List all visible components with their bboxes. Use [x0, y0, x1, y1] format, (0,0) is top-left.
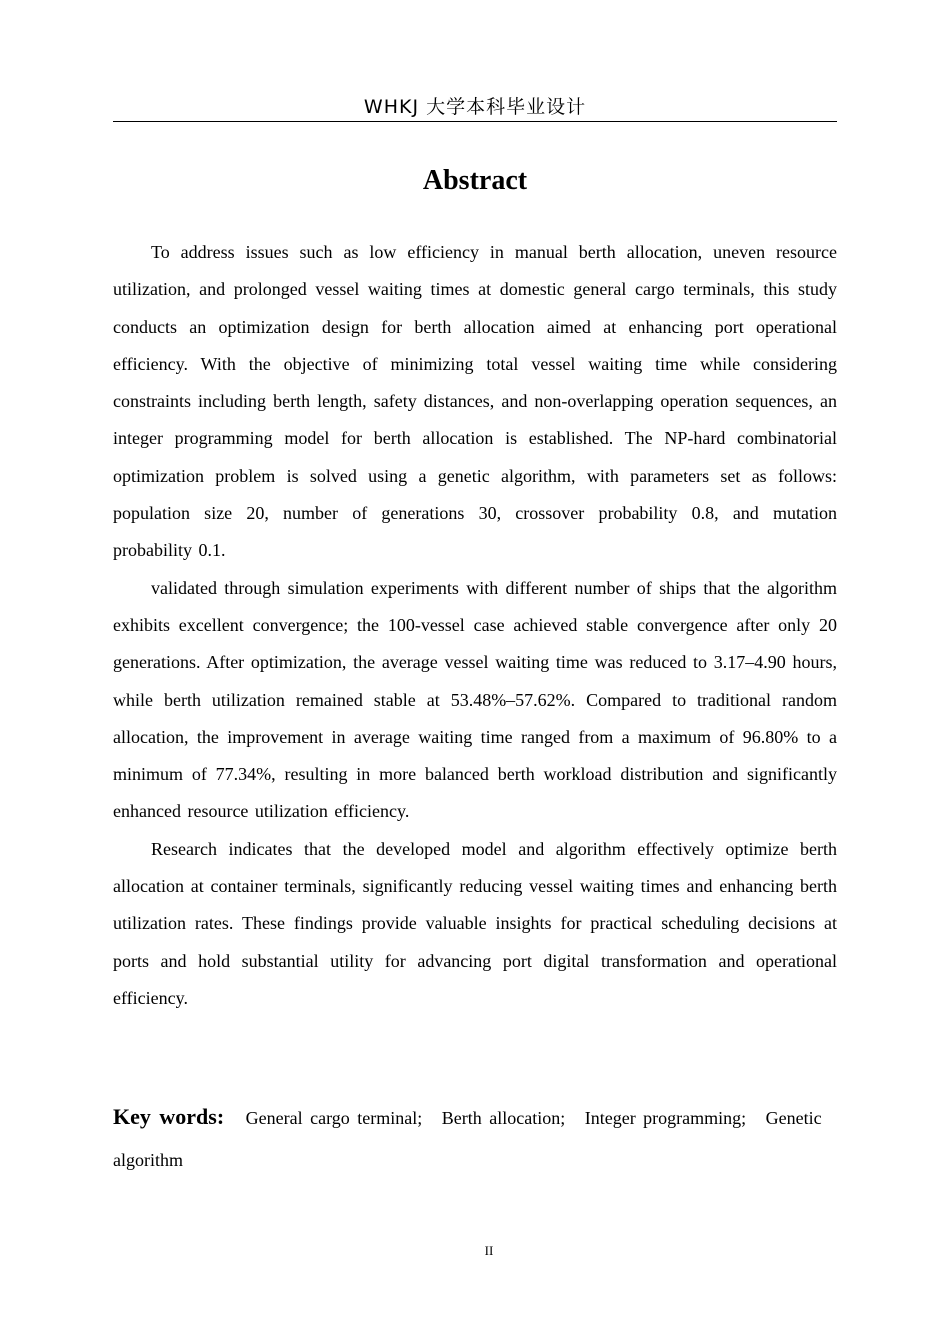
paragraph-conclusion: Research indicates that the developed model and algorithm effectively optimize berth allocation at container terminals, significantly reducing vessel waiting times and enhancing berth utilization rates. These findings provide valuable insights for practical scheduling decisions at ports and hold substantial utility for advancing port digital transformation and operational efficiency.: [113, 838, 837, 1008]
paragraph-results: validated through simulation experiments with different number of ships that the algorithm exhibits excellent convergence; the 100-vessel case achieved stable convergence after only 20 generations. After optimization, the average vessel waiting time was reduced to 3.17–4.90 hours, while berth utilization remained stable at 53.48%–57.62%. Compared to traditional random allocation, the improvement in average waiting time ranged from a maximum of 96.80% to a minimum of 77.34%, resulting in more balanced berth workload distribution and significantly enhanced resource utilization efficiency.: [113, 577, 837, 822]
paragraph-problem: To address issues such as low efficiency in manual berth allocation, uneven resource utilization, and prolonged vessel waiting times at domestic general cargo terminals, this study conducts an optimization design for berth allocation aimed at enhancing port operational efficiency. With the objective of minimizing total vessel waiting time while considering constraints including berth length, safety distances, and non-overlapping operation sequences, an integer programming model for berth allocation is established. The NP-hard combinatorial optimization problem is solved using a genetic algorithm, with parameters set as follows: population size 20, number of generations 30, crossover probability 0.8, and mutation probability 0.1.: [113, 242, 837, 561]
keywords-label: Key words:: [113, 1104, 225, 1129]
abstract-body: [113, 234, 837, 1017]
keyword-item: General cargo terminal;: [245, 1108, 423, 1128]
page-number: II: [484, 1243, 494, 1258]
keywords: [113, 1096, 837, 1181]
abstract-title: Abstract: [422, 165, 528, 196]
keyword-item: Genetic algorithm: [113, 1108, 822, 1170]
keyword-item: Berth allocation;: [441, 1108, 566, 1128]
page-header: WHKJ 大学本科毕业设计: [363, 96, 587, 118]
header-rule: [113, 121, 837, 122]
keyword-item: Integer programming;: [584, 1108, 747, 1128]
